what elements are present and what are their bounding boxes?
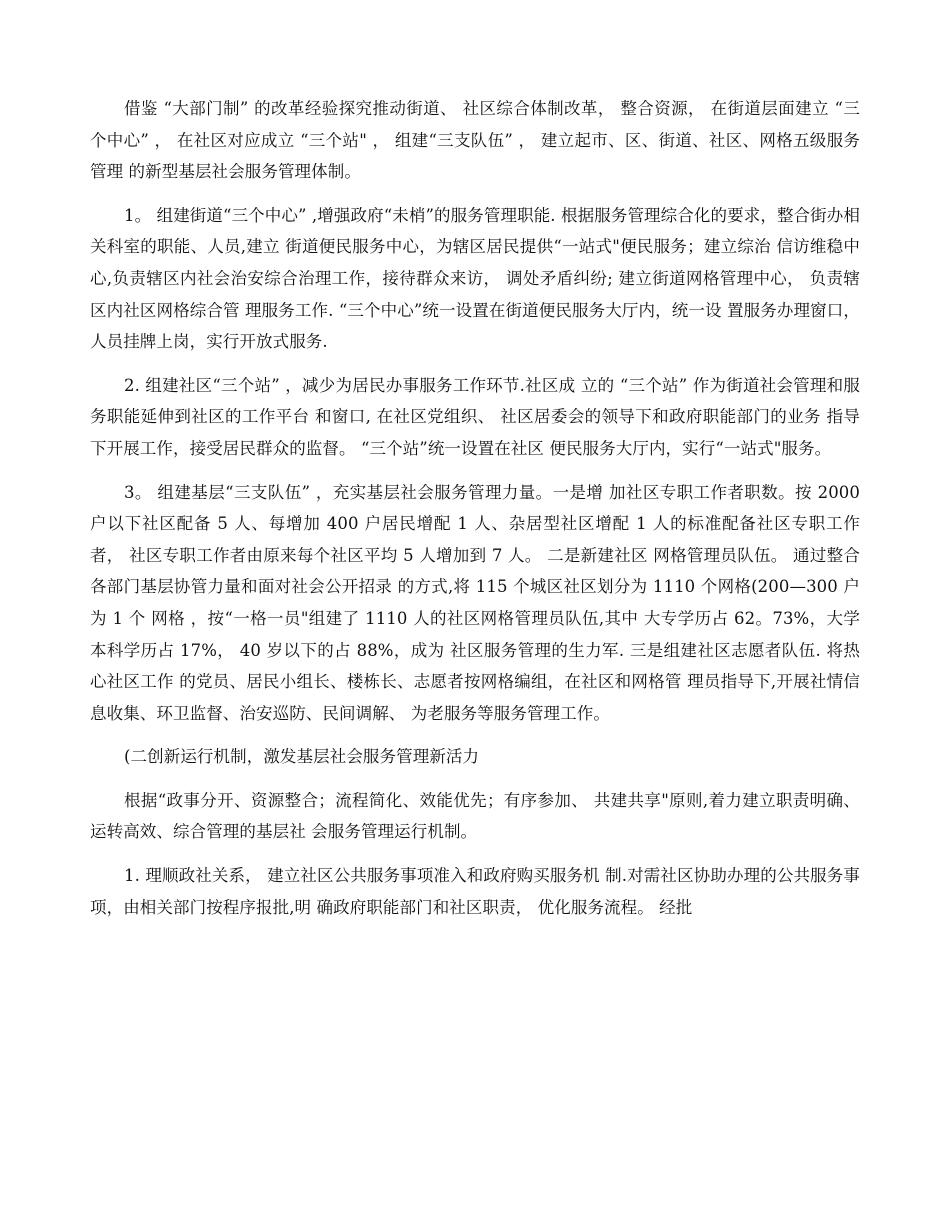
paragraph-intro: 借鉴 “大部门制” 的改革经验探究推动街道、 社区综合体制改革， 整合资源， 在街道层面建立 “三个中心” ， 在社区对应成立 “三个站" ， 组建“三支队伍” ， 建立起市、区、街道、社区、网格五级服务管理 的新型基层社会服务管理体制。 <box>90 99 860 182</box>
paragraph-item-3: 3。 组建基层“三支队伍” ，充实基层社会服务管理力量。一是增 加社区专职工作者职数。按 2000 户以下社区配备 5 人、每增加 400 户居民增配 1 人、杂居型社区增配 1 人的标准配备社区专职工作者， 社区专职工作者由原来每个社区平均 5 人增加到 7 人。 二是新建社区 网格管理员队伍。 通过整合各部门基层协管力量和面对社会公开招录 的方式,将 115 个城区社区划分为 1110 个网格(200—300 户为 1 个 网格 ，按“一格一员"组建了 1110 人的社区网格管理员队伍,其中 大专学历占 62。73%，大学本科学历占 17%， 40 岁以下的占 88%，成为 社区服务管理的生力军. 三是组建社区志愿者队伍. 将热心社区工作 的党员、居民小组长、楼栋长、志愿者按网格编组，在社区和网格管 理员指导下,开展社情信息收集、环卫监督、治安巡防、民间调解、 为老服务等服务管理工作。 <box>90 482 860 723</box>
paragraph-item-2: 2. 组建社区“三个站” ，减少为居民办事服务工作环节.社区成 立的 “三个站” 作为街道社会管理和服务职能延伸到社区的工作平台 和窗口, 在社区党组织、 社区居委会的领导下和政府职能部门的业务 指导下开展工作，接受居民群众的监督。 “三个站”统一设置在社区 便民服务大厅内，实行“一站式"服务。 <box>90 375 860 458</box>
document-body <box>90 93 860 935</box>
paragraph-item-1: 1。 组建街道“三个中心” ,增强政府“未梢”的服务管理职能. 根据服务管理综合化的要求，整合街办相关科室的职能、人员,建立 街道便民服务中心，为辖区居民提供“一站式"便民服务；建立综治 信访维稳中心,负责辖区内社会治安综合治理工作，接待群众来访， 调处矛盾纠纷; 建立街道网格管理中心， 负责辖区内社区网格综合管 理服务工作. “三个中心”统一设置在街道便民服务大厅内，统一设 置服务办理窗口，人员挂牌上岗，实行开放式服务. <box>90 205 860 352</box>
paragraph-subitem-1: 1. 理顺政社关系， 建立社区公共服务事项准入和政府购买服务机 制.对需社区协助办理的公共服务事项，由相关部门按程序报批,明 确政府职能部门和社区职责， 优化服务流程。 经批 <box>90 866 860 917</box>
paragraph-principles: 根据“政事分开、资源整合；流程简化、效能优先；有序参加、 共建共享"原则,着力建立职责明确、运转高效、综合管理的基层社 会服务管理运行机制。 <box>90 790 860 842</box>
section-heading: (二创新运行机制，激发基层社会服务管理新活力 <box>124 747 480 767</box>
